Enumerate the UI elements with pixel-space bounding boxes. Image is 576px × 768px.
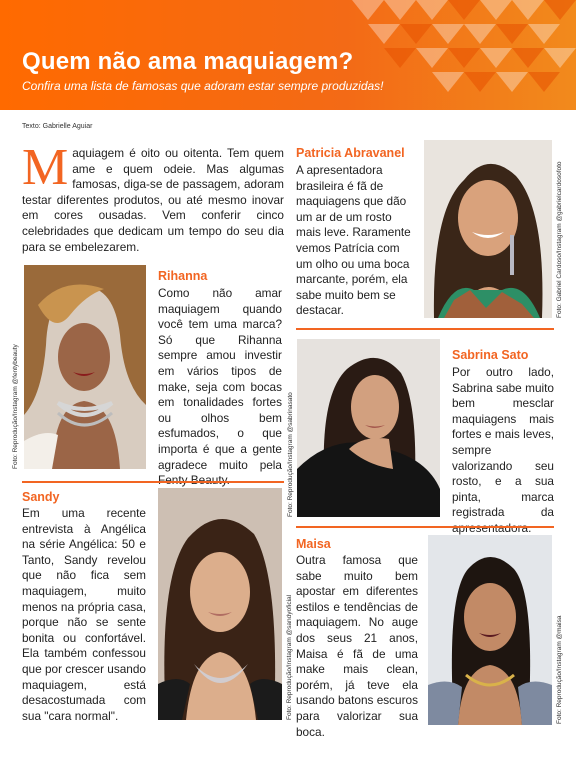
patricia-name: Patricia Abravanel [296,146,405,160]
rihanna-text: Como não amar maquiagem quando você tem uma marca? Só que Rihanna sempre amou investir em vários tipos de make, seja com bocas em tonalidades fortes ou olhos bem esfumados, o que importa é que a gente agradece muito pela [158,286,282,472]
maisa-name: Maisa [296,537,331,551]
sabrina-photo-credit: Foto: Reprodução/Instagram @sabrinasato [287,392,294,517]
maisa-photo-credit: Foto: Reprodução/Instagram @maisa [556,615,563,724]
intro-text: aquiagem é oito ou oitenta. Tem quem ame e quem odeie. Mas algumas famosas, diga-se de passagem, adoram testar diferentes produtos, ou até mesmo inovar em cores ousadas. Vem conferir cinco celebridades que dedicam um tempo do seu dia para se embelezarem. [22,146,284,254]
page-subtitle: Confira uma lista de famosas que adoram estar sempre produzidas! [22,79,384,93]
sabrina-photo [297,339,440,517]
sandy-photo-credit: Foto: Reprodução/Instagram @sandyoficial [286,594,293,720]
maisa-photo [428,535,552,725]
header-banner [0,0,576,110]
sandy-name: Sandy [22,490,60,504]
rihanna-name: Rihanna [158,269,208,283]
maisa-text: Outra famosa que sabe muito bem apostar em diferentes estilos e tendências de maquiagem. No auge dos seus 21 anos, Maisa é fã de uma make mais clean, porém, já teve ela usando batons escuros para valorizar sua boca. [296,553,418,739]
dropcap: M [22,139,69,196]
intro-paragraph [22,139,284,255]
patricia-photo-credit: Foto: Gabriel Cardoso/Instagram @gabrielcardosofoto [556,161,563,318]
separator-line [296,328,554,330]
patricia-photo [424,140,552,318]
sabrina-name: Sabrina Sato [452,348,529,362]
separator-line [296,526,554,528]
sandy-photo [158,488,282,720]
rihanna-photo-credit: Foto: Reprodução/Instagram @fentybeauty [12,344,19,469]
patricia-text: A apresentadora brasileira é fã de maquiagens que dão um ar de um rosto mais leve. Raramente vemos Patrícia com um olho ou uma boca marcante, porém, ela sabe muito bem se destacar. [296,163,411,318]
rihanna-photo [24,265,146,469]
sabrina-text: Por outro lado, Sabrina sabe muito bem mesclar maquiagens mais fortes e mais leves, sempre valorizando seu rosto, e a sua pinta, marca registrada da [452,365,554,520]
separator-line [22,481,284,483]
page-title: Quem não ama maquiagem? [22,48,354,75]
sandy-text: Em uma recente entrevista à Angélica na série Angélica: 50 e Tanto, Sandy revelou que não fica sem maquiagem, muito menos na própria casa, porque não se sente bonita ou confortável. Ela também confessou que por crescer usando maquiagem, está desacostumada com sua "cara normal". [22,506,146,723]
author-credit: Texto: Gabrielle Aguiar [22,123,93,130]
